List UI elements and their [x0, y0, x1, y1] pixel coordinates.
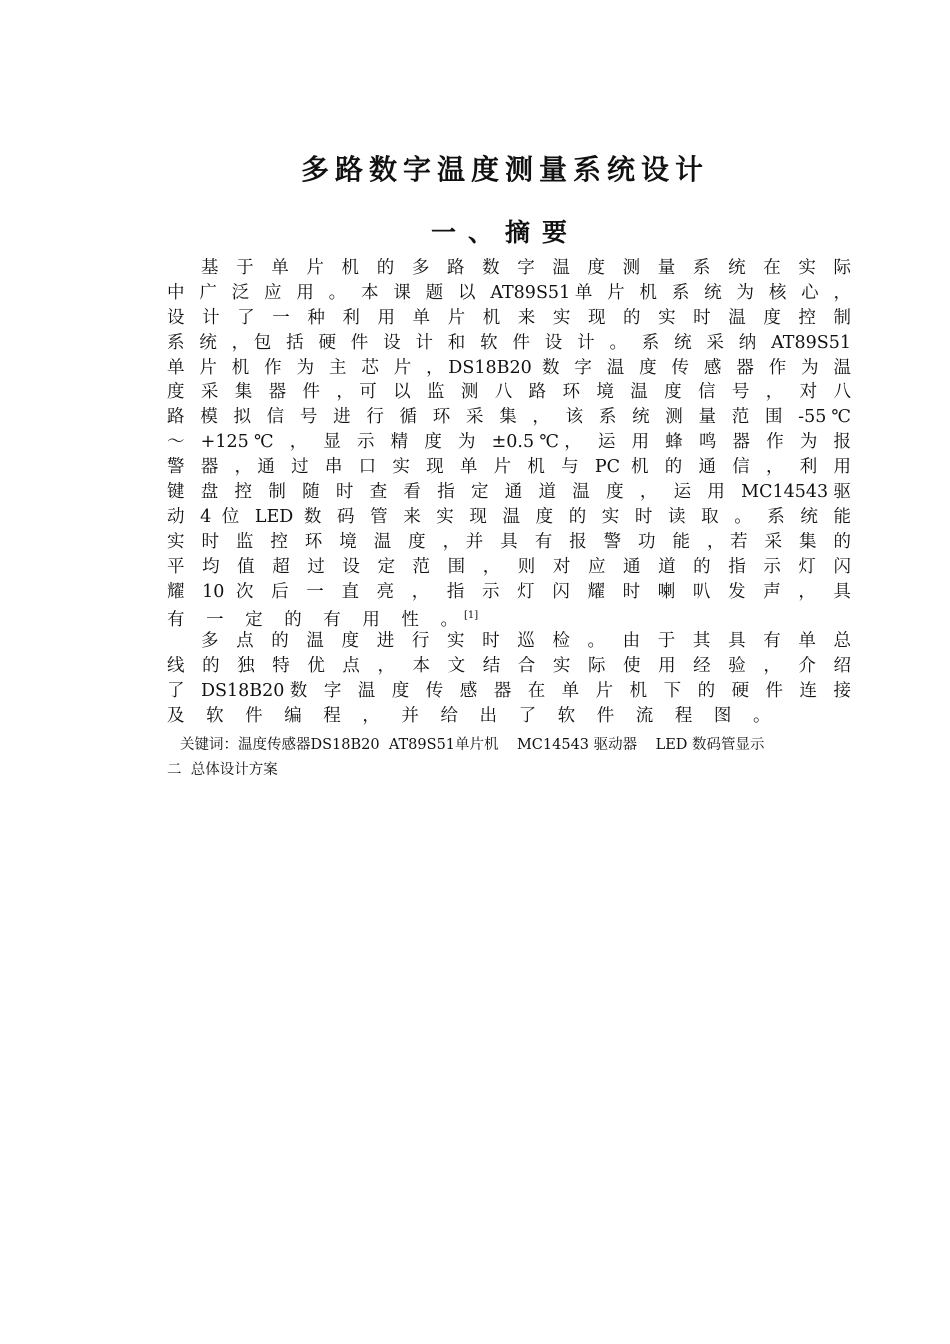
paragraph-last-line: [167, 604, 851, 629]
citation-marker: [1]: [463, 610, 479, 622]
paragraph-line: 警 器 ，通 过 串 口 实 现 单 片 机 与 PC 机 的 通 信 ， 利 用: [167, 457, 851, 478]
paragraph-line: 键 盘 控 制 随 时 查 看 指 定 通 道 温 度 ， 运 用 MC14543驱: [167, 482, 851, 503]
paragraph-line: ～ +125℃ ， 显 示 精 度 为 ±0.5℃， 运 用 蜂 鸣 器 作 为 报: [167, 432, 851, 453]
paragraph-line: 系 统 ，包 括 硬 件 设 计 和 软 件 设 计 。 系 统 采 纳 AT89S51: [167, 332, 851, 353]
paragraph-line: 设 计 了 一 种 利 用 单 片 机 来 实 现 的 实 时 温 度 控 制: [167, 307, 851, 328]
paragraph-line: 动 4 位 LED 数 码 管 来 实 现 温 度 的 实 时 读 取 。 系 统 能: [167, 506, 851, 527]
keywords-line: 关键词：温度传感器DS18B20 AT89S51单片机 MC14543 驱动器 LED 数码管显示: [180, 737, 765, 753]
abstract-heading: 一、摘要: [430, 218, 579, 247]
section-heading: 二 总体设计方案: [167, 762, 278, 778]
paragraph-line: 中 广 泛 应 用 。 本 课 题 以 AT89S51单 片 机 系 统 为 核 心 ，: [167, 282, 851, 303]
paragraph-line: 路 模 拟 信 号 进 行 循 环 采 集 ， 该 系 统 测 量 范 围 -55℃: [167, 407, 851, 428]
abstract-body: [167, 256, 851, 729]
paragraph-line: 单 片 机 作 为 主 芯 片 ，DS18B20 数 字 温 度 传 感 器 作 为 温: [167, 357, 851, 378]
paragraph-line-text: 有 一 定 的 有 用 性 。: [167, 610, 458, 630]
paragraph-line: 耀 10 次 后 一 直 亮 ， 指 示 灯 闪 耀 时 喇 叭 发 声 ， 具: [167, 581, 851, 602]
paragraph-line: 基 于 单 片 机 的 多 路 数 字 温 度 测 量 系 统 在 实 际: [201, 258, 851, 278]
paragraph-line: 度 采 集 器 件 ，可 以 监 测 八 路 环 境 温 度 信 号 ， 对 八: [167, 382, 851, 403]
paragraph-line: 了 DS18B20数 字 温 度 传 感 器 在 单 片 机 下 的 硬 件 连 接: [167, 681, 851, 702]
paragraph-line: 及 软 件 编 程 ， 并 给 出 了 软 件 流 程 图 。: [167, 706, 771, 727]
paragraph-line: 多 点 的 温 度 进 行 实 时 巡 检 。 由 于 其 具 有 单 总: [201, 631, 851, 652]
paragraph-line: 实 时 监 控 环 境 温 度 ，并 具 有 报 警 功 能 ，若 采 集 的: [167, 531, 851, 552]
paragraph-line: 线 的 独 特 优 点 ， 本 文 结 合 实 际 使 用 经 验 ， 介 绍: [167, 656, 851, 677]
document-title: 多路数字温度测量系统设计: [300, 153, 709, 186]
paragraph-line: 平 均 值 超 过 设 定 范 围 ， 则 对 应 通 道 的 指 示 灯 闪: [167, 556, 851, 577]
